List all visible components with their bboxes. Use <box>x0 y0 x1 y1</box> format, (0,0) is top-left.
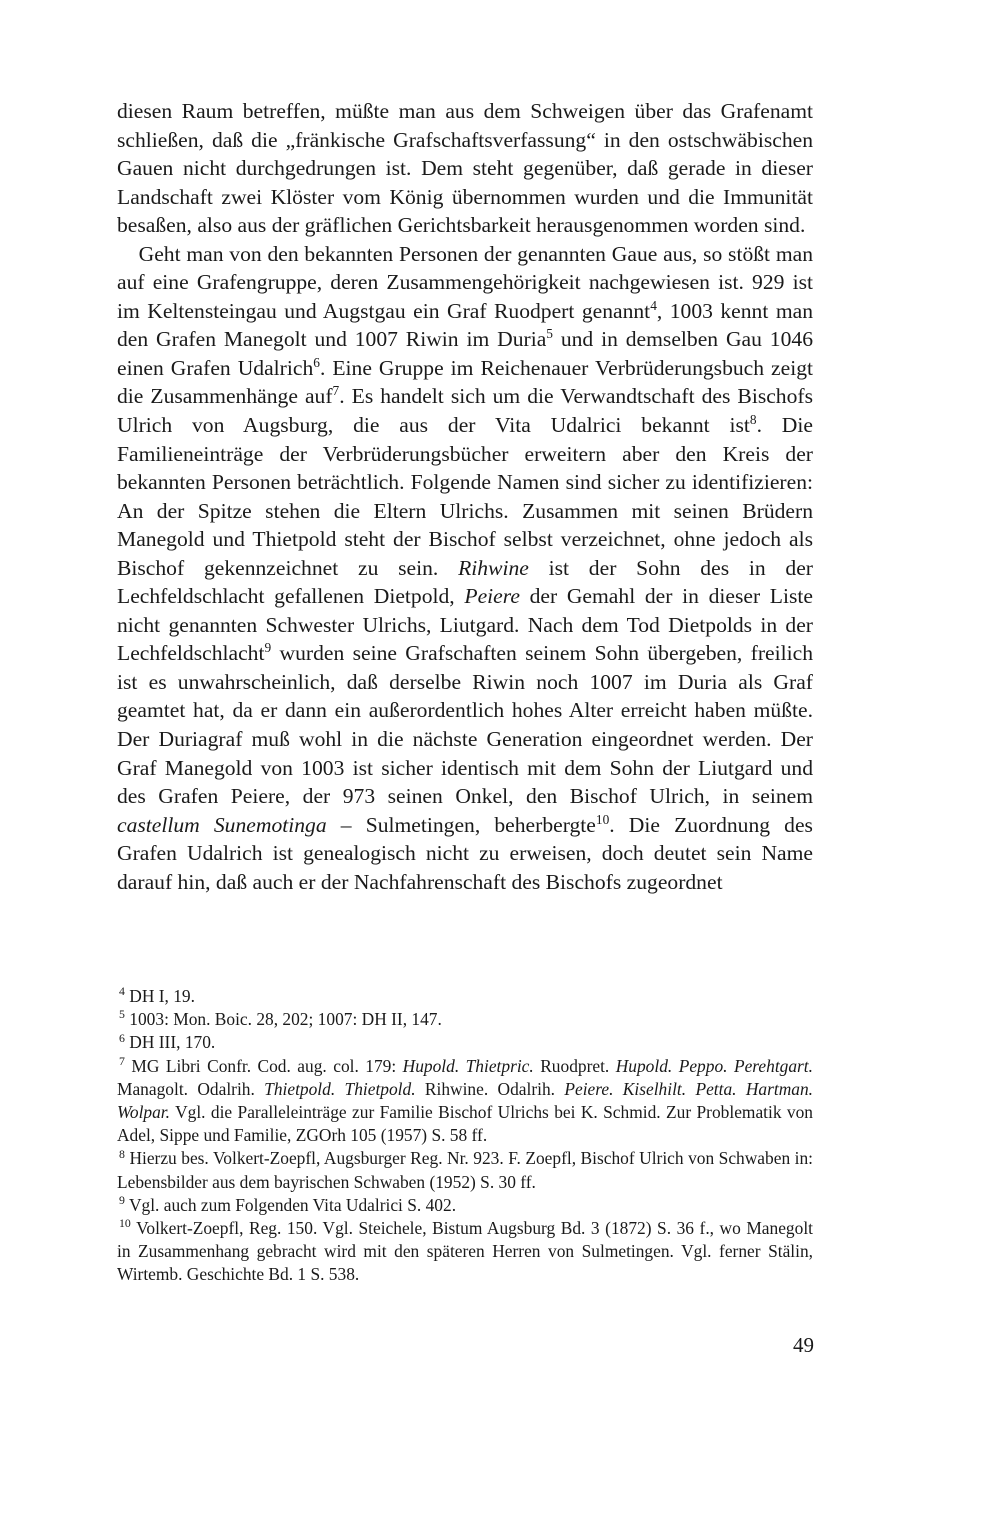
footnote-5: $^5$ 1003: Mon. Boic. 28, 202; 1007: DH II, 147. <box>119 1007 442 1030</box>
footnote-7: $^7$ MG Libri Confr. Cod. aug. col. 179: Hupold. Thietpric. Ruodpret. Hupold. Peppo. Perehtgart. Managolt. Odalrih. Thietpold. Thietpold. Rihwine. Odalrih. Peiere. Kiselhilt. Petta. Hartman. Wolpar. Vgl. die Paralleleinträge zur Familie Bischof Ulrichs bei K. Schmid. Zur Problematik von Adel, Sippe und Familie, ZGOrh 105 (1957) S. 58 ff. <box>117 1053 813 1146</box>
footnotes <box>117 985 813 1287</box>
paragraph-2: Geht man von den bekannten Personen der genannten Gaue aus, so stößt man auf eine Grafengruppe, deren Zusammengehörigkeit nachgewiesen ist. 929 ist im Keltensteingau und Augstgau ein Graf Ruodpert genannt$^4$, 1003 kennt man den Grafen Manegolt und 1007 Riwin im Duria$^5$ und in demselben Gau 1046 einen Grafen Udalrich$^6$. Eine Gruppe im Reichenauer Verbrüderungsbuch zeigt die Zusammenhänge auf$^7$. Es handelt sich um die Verwandtschaft des Bischofs Ulrich von Augsburg, die aus der Vita Udalrici bekannt ist$^8$. Die Familieneinträge der Verbrüderungsbücher erweitern aber den Kreis der bekannten Personen beträchtlich. Folgende Namen sind sicher zu identifizieren: An der Spitze stehen die Eltern Ulrichs. Zusammen mit seinen Brüdern Manegold und Thietpold steht der Bischof selbst verzeichnet, ohne jedoch als Bischof gekennzeichnet zu sein. Rihwine ist der Sohn des in der Lechfeldschlacht gefallenen Dietpold, Peiere der Gemahl der in dieser Liste nicht genannten Schwester Ulrichs, Liutgard. Nach dem Tod Dietpolds in der Lechfeldschlacht$^9$ wurden seine Grafschaften seinem Sohn übergeben, freilich ist es unwahrscheinlich, daß derselbe Riwin noch 1007 im Duria als Graf geamtet hat, da er dann ein außerordentlich hohes Alter erreicht haben müßte. Der Duriagraf muß wohl in die nächste Generation eingeordnet werden. Der Graf Manegold von 1003 ist sicher identisch mit dem Sohn der Liutgard und des Grafen Peiere, der 973 seinen Onkel, den Bischof Ulrich, in seinem castellum Sunemotinga – Sulmetingen, beherbergte$^{10}$. Die Zuordnung des Grafen Udalrich ist genealogisch nicht zu erweisen, doch deutet sein Name darauf hin, daß auch er der Nachfahrenschaft des Bischofs zugeordnet <box>117 241 814 894</box>
footnote-9: $^9$ Vgl. auch zum Folgenden Vita Udalrici S. 402. <box>119 1193 457 1215</box>
footnote-4: $^4$ DH I, 19. <box>119 984 195 1006</box>
body-text <box>117 97 813 896</box>
footnote-ref-9[interactable]: 9 <box>264 640 272 656</box>
footnote-number: 6 <box>119 1030 125 1045</box>
footnote-number: 5 <box>119 1007 125 1022</box>
footnote-ref-7[interactable]: 7 <box>332 383 340 399</box>
footnote-ref-8[interactable]: 8 <box>749 411 757 427</box>
footnote-6: $^6$ DH III, 170. <box>119 1030 216 1053</box>
footnote-ref-4[interactable]: 4 <box>650 297 657 313</box>
footnote-number: 10 <box>119 1216 131 1231</box>
footnote-number: 8 <box>119 1146 125 1161</box>
paragraph-1: diesen Raum betreffen, müßte man aus dem Schweigen über das Grafenamt schließen, daß die „fränkische Grafschaftsverfassung“ in den ostschwäbischen Gauen nicht durchgedrungen ist. Dem steht gegenüber, daß gerade in dieser Landschaft zwei Klöster vom König übernommen wurden und die Immunität besaßen, also aus der gräflichen Gerichtsbarkeit herausgenommen worden sind. <box>117 99 813 238</box>
footnote-number: 4 <box>119 984 125 999</box>
footnote-8: $^8$ Hierzu bes. Volkert-Zoepfl, Augsburger Reg. Nr. 923. F. Zoepfl, Bischof Ulrich von Schwaben in: Lebensbilder aus dem bayrischen Schwaben (1952) S. 30 ff. <box>117 1146 813 1192</box>
footnote-ref-10[interactable]: 10 <box>595 811 610 827</box>
footnote-ref-5[interactable]: 5 <box>546 326 553 342</box>
footnote-10: $^{10}$ Volkert-Zoepfl, Reg. 150. Vgl. Steichele, Bistum Augsburg Bd. 3 (1872) S. 36 f., wo Manegolt in Zusammenhang gebracht wird mit den späteren Herren von Sulmetingen. Vgl. ferner Stälin, Wirtemb. Geschichte Bd. 1 S. 538. <box>117 1216 813 1285</box>
footnote-number: 9 <box>119 1193 125 1208</box>
footnote-number: 7 <box>119 1053 125 1068</box>
page-number: 49 <box>793 1333 814 1357</box>
footnote-ref-6[interactable]: 6 <box>313 354 320 370</box>
